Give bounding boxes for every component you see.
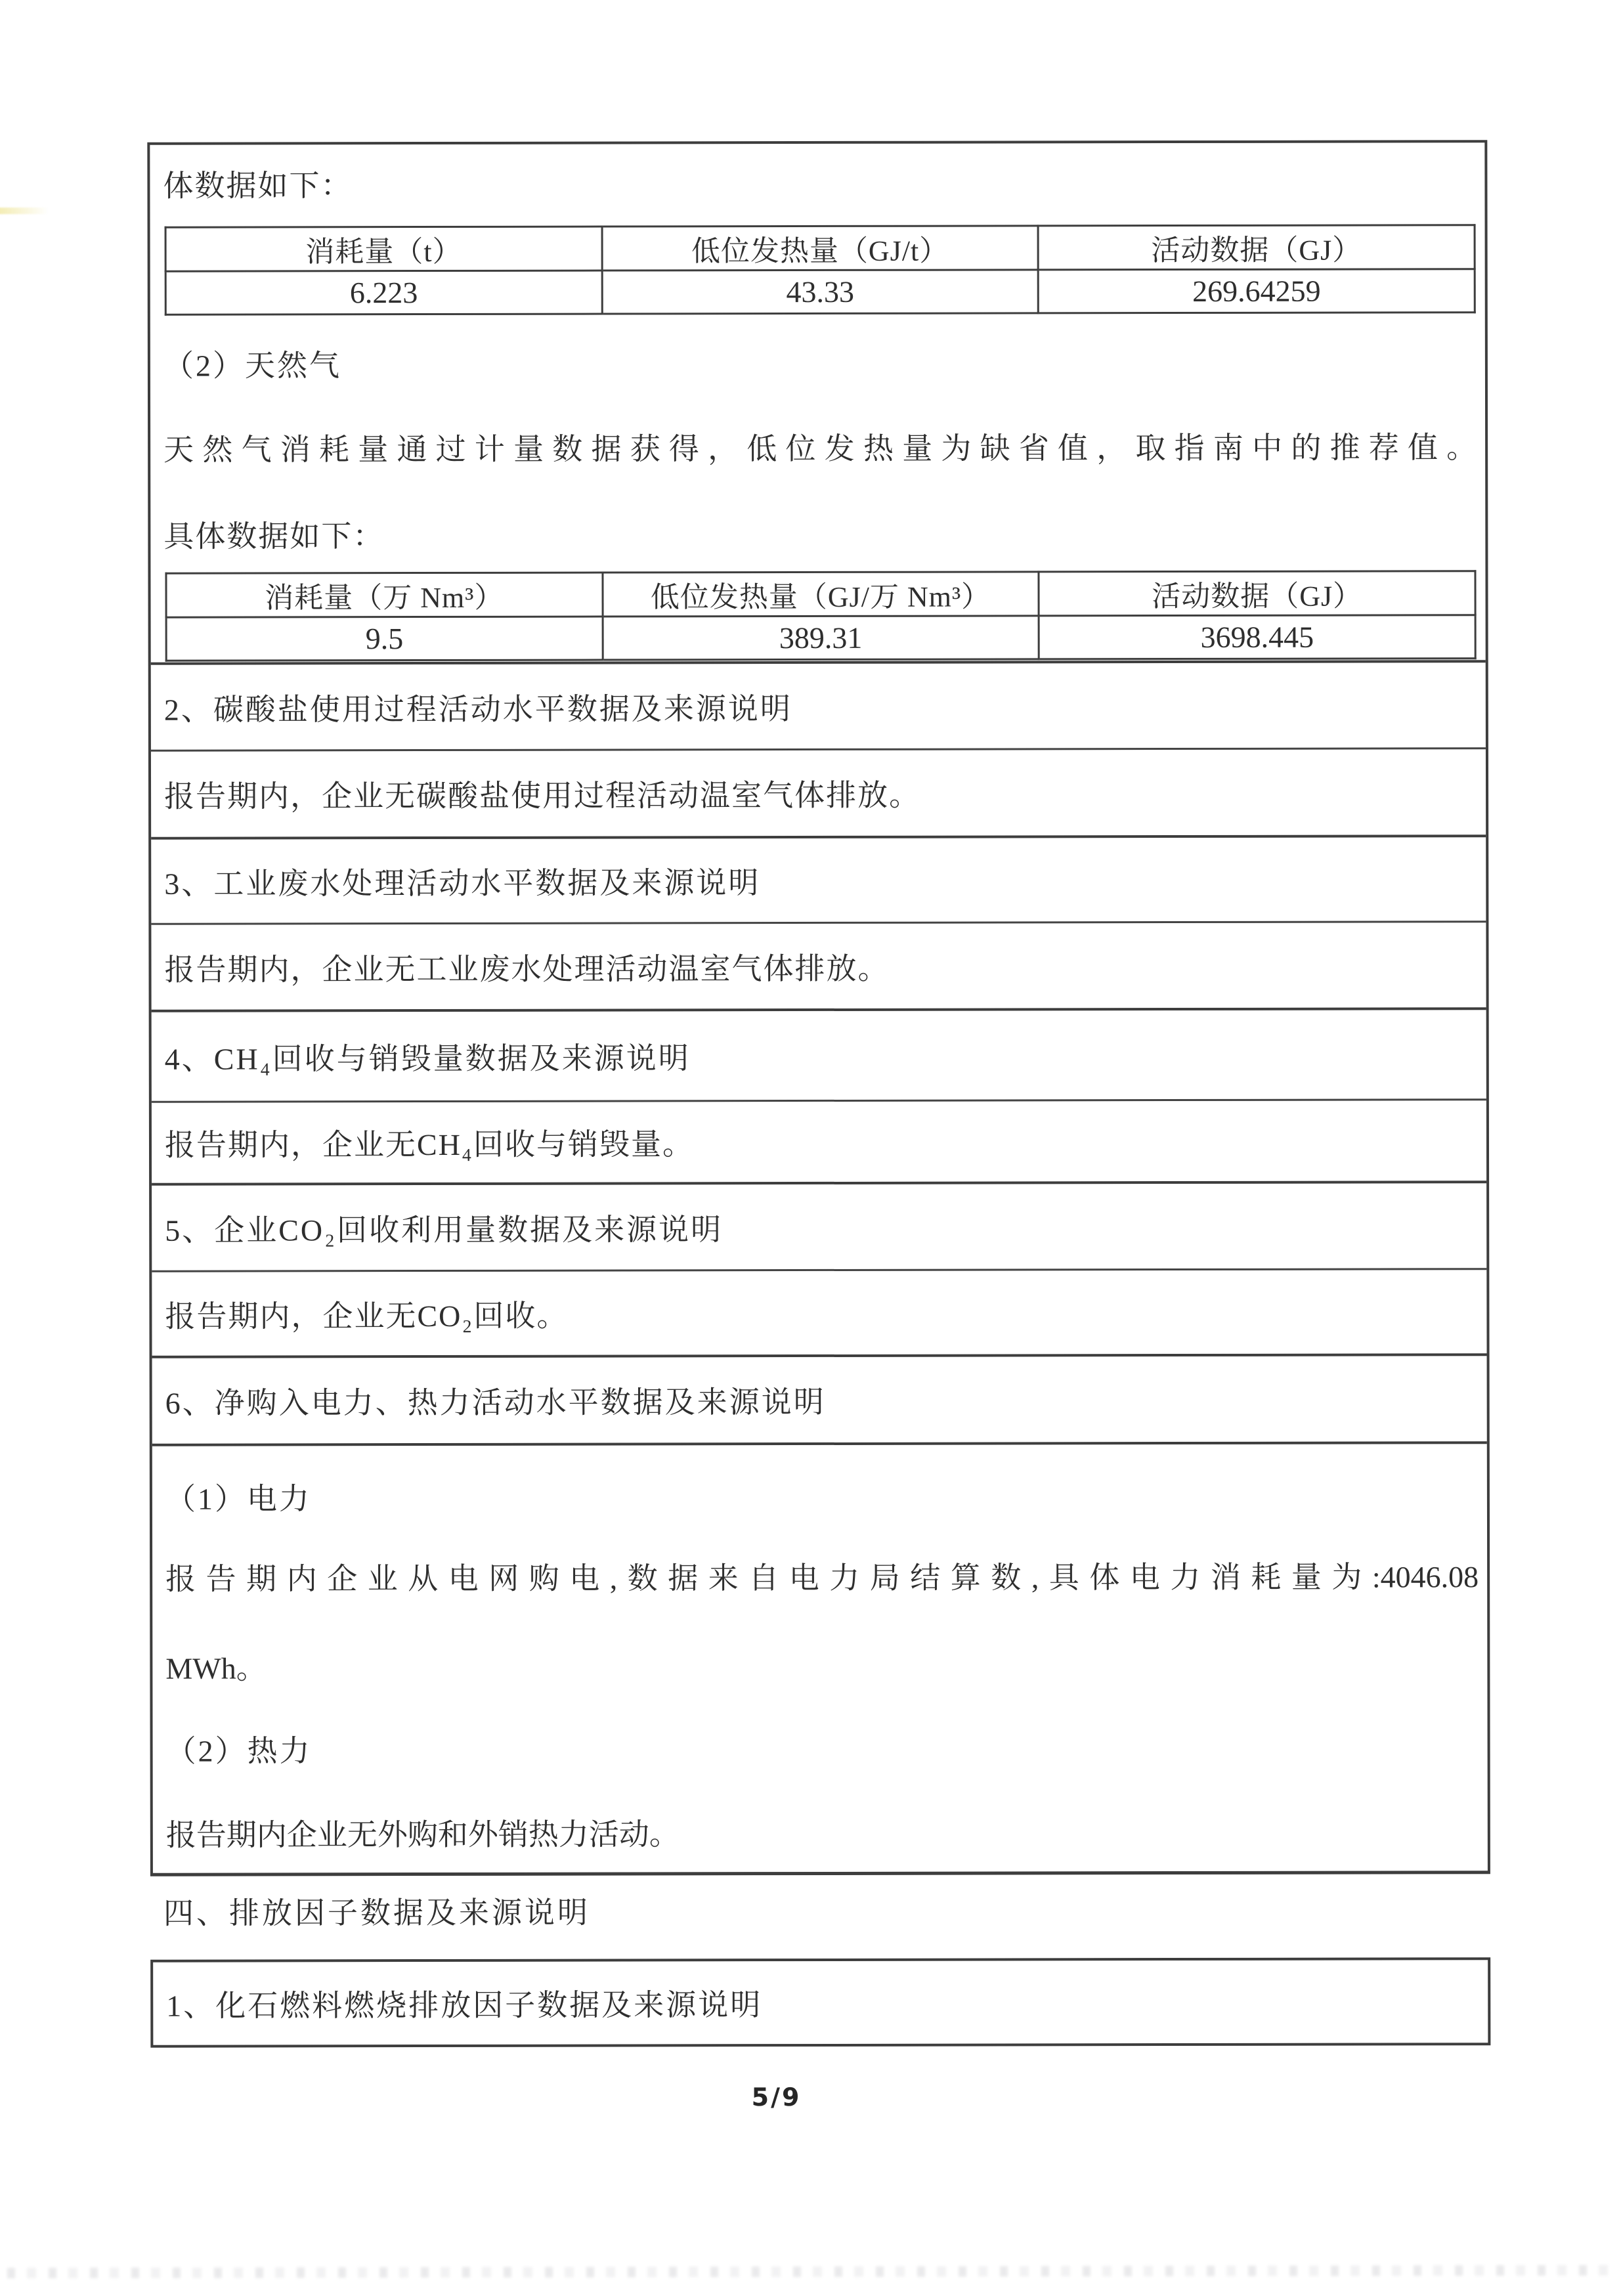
section-heading-co2-recovery: 5、企业CO₂回收利用量数据及来源说明 [152, 1180, 1486, 1270]
coal-header-activity-data: 活动数据（GJ） [1038, 225, 1475, 270]
section-heading-ch4-recovery: 4、CH₄回收与销毁量数据及来源说明 [152, 1007, 1486, 1101]
gas-table-value-row [166, 615, 1475, 661]
coal-table-value-row [165, 269, 1475, 314]
fossil-fuel-factor-box [150, 1957, 1490, 2048]
section-body-wastewater: 报告期内，企业无工业废水处理活动温室气体排放。 [151, 921, 1486, 1010]
section-heading-fossil-fuel-factor: 1、化石燃料燃烧排放因子数据及来源说明 [166, 1988, 763, 2023]
report-form-box [147, 140, 1490, 1876]
gas-value-consumption: 9.5 [166, 617, 603, 661]
section-body-purchased-power [152, 1441, 1488, 1873]
paragraph-natural-gas-source: 天然气消耗量通过计量数据获得，低位发热量为缺省值，取指南中的推荐值。 [163, 431, 1477, 467]
gas-table-header-row [166, 571, 1475, 617]
coal-value-activity-data: 269.64259 [1038, 269, 1475, 313]
subheading-natural-gas: （2）天然气 [163, 349, 341, 383]
coal-header-heating-value: 低位发热量（GJ/t） [602, 226, 1039, 271]
section-heading-carbonate: 2、碳酸盐使用过程活动水平数据及来源说明 [151, 660, 1486, 750]
paragraph-heat: 报告期内企业无外购和外销热力活动。 [165, 1817, 680, 1852]
lead-text-coal: 体数据如下： [163, 169, 353, 203]
section-body-carbonate: 报告期内，企业无碳酸盐使用过程活动温室气体排放。 [151, 747, 1486, 837]
gas-value-heating-value: 389.31 [603, 616, 1039, 660]
gas-header-heating-value: 低位发热量（GJ/万 Nm³） [603, 572, 1039, 617]
subheading-electricity: （1）电力 [165, 1482, 311, 1516]
section-body-ch4-recovery: 报告期内，企业无CH₄回收与销毁量。 [152, 1098, 1486, 1183]
subheading-heat: （2）热力 [165, 1734, 312, 1768]
lead-text-gas: 具体数据如下： [163, 519, 385, 553]
paragraph-electricity-unit: MWh。 [165, 1651, 267, 1685]
coal-value-consumption: 6.223 [165, 271, 602, 314]
coal-value-heating-value: 43.33 [602, 270, 1039, 314]
coal-table-header-row [165, 225, 1475, 271]
gas-header-activity-data: 活动数据（GJ） [1039, 571, 1475, 616]
chapter-heading-emission-factors: 四、排放因子数据及来源说明 [163, 1895, 591, 1930]
section-heading-purchased-power: 6、净购入电力、热力活动水平数据及来源说明 [152, 1353, 1487, 1444]
paragraph-electricity: 报告期内企业从电网购电,数据来自电力局结算数,具体电力消耗量为:4046.08 [165, 1560, 1479, 1596]
scan-bleedthrough-noise [7, 2265, 1616, 2278]
scan-artifact-streak [0, 207, 49, 214]
gas-header-consumption: 消耗量（万 Nm³） [166, 573, 603, 617]
section-fuel-activity-data [150, 142, 1485, 662]
coal-header-consumption: 消耗量（t） [165, 227, 602, 271]
coal-data-table [165, 224, 1476, 315]
section-body-co2-recovery: 报告期内，企业无CO₂回收。 [152, 1268, 1486, 1356]
section-heading-wastewater: 3、工业废水处理活动水平数据及来源说明 [151, 834, 1486, 923]
gas-data-table [165, 570, 1476, 661]
gas-value-activity-data: 3698.445 [1039, 615, 1475, 659]
page-number: 5/9 [751, 2083, 802, 2112]
